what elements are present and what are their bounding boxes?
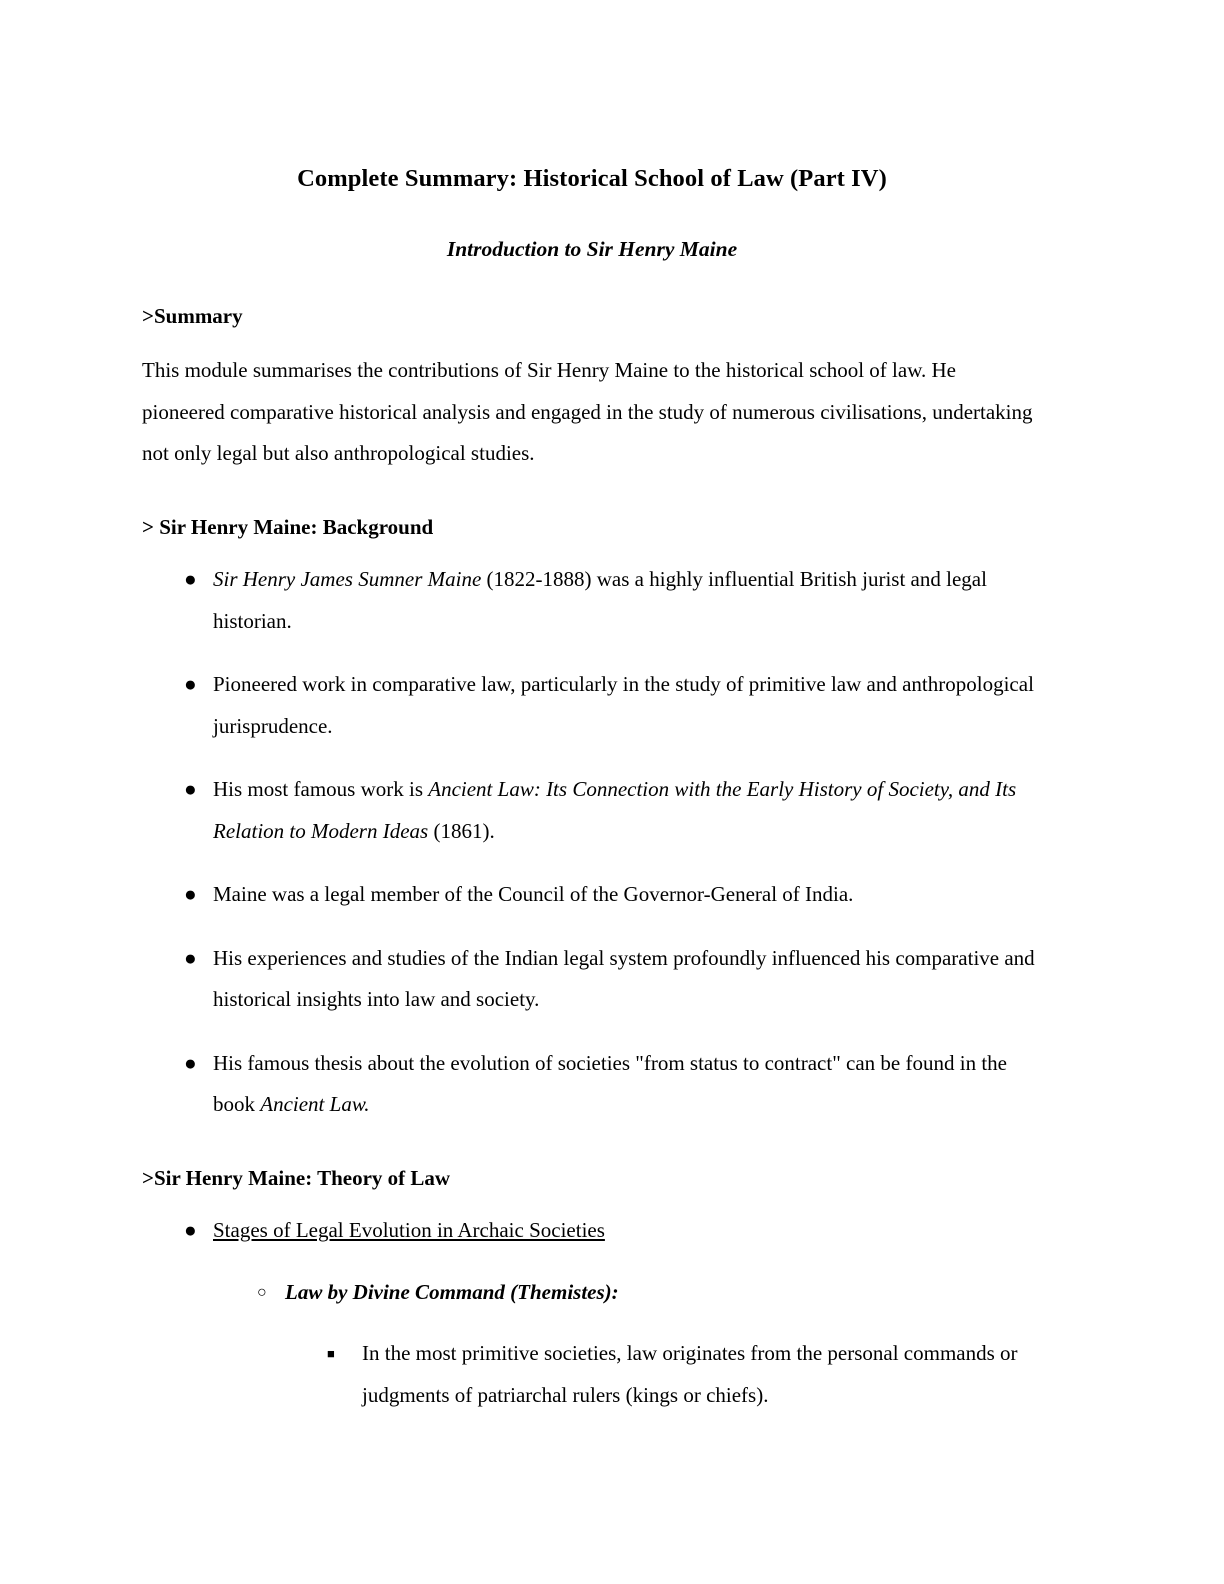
bullet-text: Pioneered work in comparative law, particularly in the study of primitive law and anthropological jurisprudence. [213,672,1034,738]
bullet-disc-icon: ● [184,1050,197,1075]
document-title: Complete Summary: Historical School of Law (Part IV) [297,165,887,192]
bullet-disc-icon: ● [184,882,197,907]
list-item [142,664,1042,747]
document-content [142,0,1042,1436]
bullet-lead: His most famous work is [213,777,429,802]
bullet-italic-title: Ancient Law: Its Connection with the Early History of Society, and Its Relation to Modern Ideas [213,777,1017,843]
bullet-text: (1822-1888) was a highly influential British jurist and legal historian. [213,567,987,633]
list-item [142,938,1042,1021]
list-item [142,874,1042,916]
bullet-circle-icon: ○ [257,1283,267,1301]
outline-level2-label: Law by Divine Command (Themistes): [285,1279,619,1304]
bullet-square-icon: ■ [327,1346,335,1362]
bullet-italic-lead: Sir Henry James Sumner Maine [213,567,482,592]
bullet-disc-icon: ● [184,672,197,697]
list-item [213,1272,1042,1417]
outline-level1-label: Stages of Legal Evolution in Archaic Societies [213,1218,605,1243]
bullet-disc-icon: ● [184,945,197,970]
list-item [142,1210,1042,1416]
bullet-tail: (1861). [428,818,495,843]
bullet-text: Maine was a legal member of the Council of the Governor-General of India. [213,882,854,907]
outline-level3-text: In the most primitive societies, law originates from the personal commands or judgments of patriarchal rulers (kings or chiefs). [362,1341,1018,1407]
theory-outline-list [142,1192,1042,1416]
list-item [142,1043,1042,1126]
list-item [142,559,1042,642]
bullet-disc-icon: ● [184,1218,197,1243]
heading-summary: >Summary [142,304,243,329]
heading-theory-of-law: >Sir Henry Maine: Theory of Law [142,1165,451,1190]
bullet-disc-icon: ● [184,567,197,592]
list-item [142,769,1042,852]
bullet-disc-icon: ● [184,777,197,802]
bullet-lead: His famous thesis about the evolution of societies "from status to contract" can be found in the book [213,1050,1007,1117]
bullet-italic-title: Ancient Law. [260,1092,370,1117]
document-subtitle: Introduction to Sir Henry Maine [446,237,738,262]
bullet-text: His experiences and studies of the Indian legal system profoundly influenced his comparative and historical insights into law and society. [213,945,1035,1012]
summary-paragraph: This module summarises the contributions of Sir Henry Maine to the historical school of law. He pioneered comparative historical analysis and engaged in the study of numerous civilisations, undertaking not only legal but also anthropological studies. [142,358,1033,466]
outline-level3-list [285,1313,1042,1416]
list-item [285,1333,1042,1416]
outline-level2-list [213,1252,1042,1417]
heading-background: > Sir Henry Maine: Background [142,514,434,539]
background-bullet-list [142,541,1042,1126]
